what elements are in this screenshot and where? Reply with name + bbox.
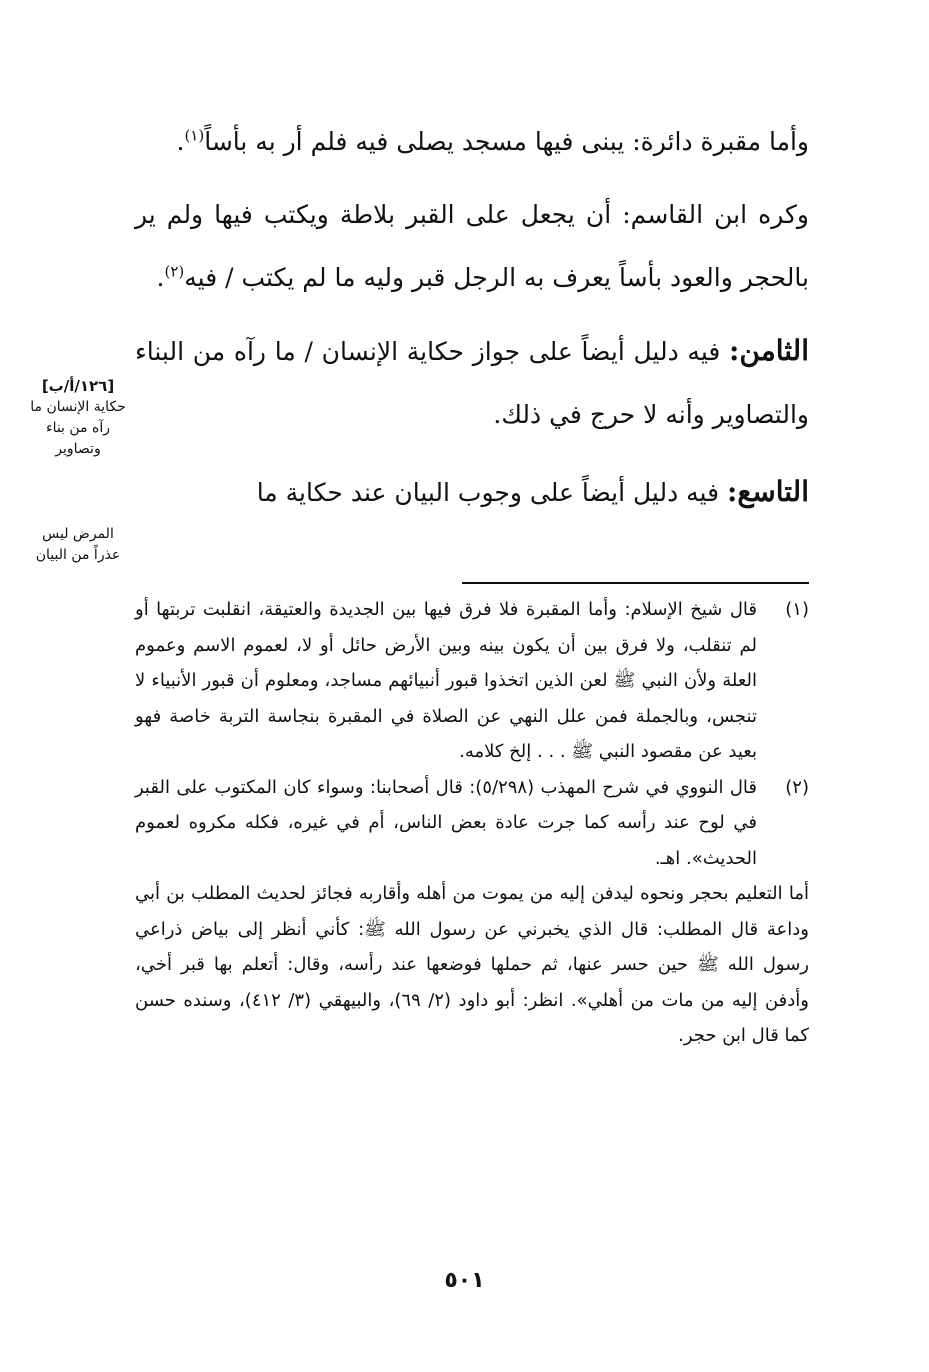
margin-note-1-text: حكاية الإنسان ما رآه من بناء وتصاوير	[30, 399, 126, 457]
paragraph-ninth-lead: التاسع:	[727, 475, 809, 508]
margin-note-2	[30, 524, 126, 566]
margin-note-1	[30, 376, 126, 460]
main-text	[135, 110, 809, 524]
margin-note-2-text: المرض ليس عذراً من البيان	[35, 526, 121, 563]
paragraph-2-end: .	[156, 263, 165, 292]
paragraph-2-text: وكره ابن القاسم: أن يجعل على القبر بلاطة ويكتب فيها ولم ير بالحجر والعود بأساً يعرف به الرجل قبر وليه ما لم يكتب / فيه	[135, 200, 809, 292]
footnotes-section	[135, 592, 809, 1054]
footnote-1	[135, 592, 809, 770]
footnote-ref-2[interactable]: (٢)	[164, 262, 185, 281]
footnote-ref-1[interactable]: (١)	[184, 126, 205, 145]
paragraph-eighth-lead: الثامن:	[729, 334, 809, 367]
paragraph-eighth-text: فيه دليل أيضاً على جواز حكاية الإنسان / ما رآه من البناء والتصاوير وأنه لا حرج في ذلك.	[135, 337, 809, 429]
paragraph-1-text: وأما مقبرة دائرة: يبنى فيها مسجد يصلى فيه فلم أر به بأساً	[204, 127, 809, 156]
page-number: ٥٠١	[444, 1268, 485, 1293]
footnote-1-text: قال شيخ الإسلام: وأما المقبرة فلا فرق فيها بين الجديدة والعتيقة، انقلبت تربتها أو لم تنقلب، ولا فرق بين أن يكون بينه وبين الأرض حائل أو لا، لعموم الاسم وعموم العلة ولأن النبي ﷺ لعن الذين اتخذوا قبور أنبيائهم مساجد، ومعلوم أن قبور الأنبياء لا تنجس، وبالجملة فمن علل النهي عن الصلاة في المقبرة بنجاسة التربة خاصة فهو بعيد عن مقصود النبي ﷺ . . . إلخ كلامه.	[135, 599, 757, 762]
paragraph-eighth	[135, 319, 809, 446]
footnote-divider	[462, 582, 809, 584]
footnote-1-number: (١)	[785, 599, 809, 620]
paragraph-2	[135, 183, 809, 309]
manuscript-folio-ref: [١٢٦/أ/ب]	[41, 377, 115, 395]
paragraph-ninth	[135, 460, 809, 524]
paragraph-1-end: .	[176, 127, 185, 156]
footnote-2-continuation: أما التعليم بحجر ونحوه ليدفن إليه من يموت من أهله وأقاربه فجائز لحديث المطلب بن أبي وداعة قال المطلب: قال الذي يخبرني عن رسول الله ﷺ: كأني أنظر إلى بياض ذراعي رسول الله ﷺ حين حسر عنها، ثم حملها فوضعها عند رأسه، وقال: أتعلم بها قبر أخي، وأدفن إليه من مات من أهلي». انظر: أبو داود (٢/ ٦٩)، والبيهقي (٣/ ٤١٢)، وسنده حسن كما قال ابن حجر.	[135, 883, 809, 1046]
paragraph-1	[135, 110, 809, 173]
footnote-2	[135, 770, 809, 877]
footnote-2-text: قال النووي في شرح المهذب (٥/٢٩٨): قال أصحابنا: وسواء كان المكتوب على القبر في لوح عند رأسه كما جرت عادة بعض الناس، أم في غيره، فكله مكروه لعموم الحديث». اهـ.	[135, 776, 757, 869]
footnote-2-number: (٢)	[785, 776, 809, 798]
paragraph-ninth-text: فيه دليل أيضاً على وجوب البيان عند حكاية ما	[256, 478, 727, 507]
